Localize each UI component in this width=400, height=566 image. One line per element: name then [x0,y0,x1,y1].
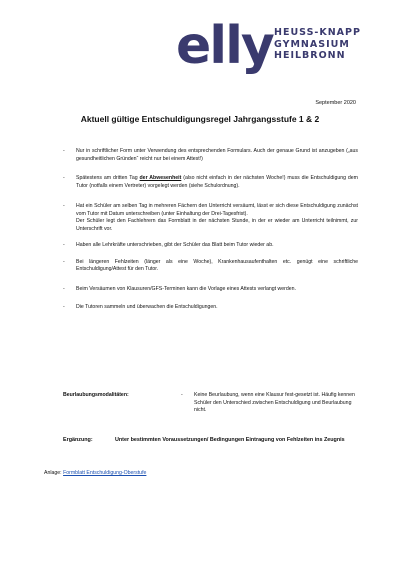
rule-item [63,148,358,163]
rule-item [63,259,358,274]
bullet-dash: - [63,203,65,209]
logo-line-2: GYMNASIUM [274,38,350,50]
rule-text: Hat ein Schüler am selben Tag in mehreren Fächern den Unterricht versäumt, lässt er sich diese Entschuldigung zunächst vom Tutor mit Datum unterschreiben (unter Einhaltung der Drei-Tagesfrist). [76,203,358,217]
rule-text-post: (also nicht einfach in der nächsten Woche!) muss die Entschuldigung dem Tutor (notfalls einem Vertreter) vorgelegt werden (siehe Schulordnung). [76,175,358,189]
rule-text-emphasis: der Abwesenheit [139,175,182,181]
logo-school-name [274,27,384,62]
bullet-dash: - [63,242,65,248]
bullet-dash: - [63,304,65,310]
logo-line-3: HEILBRONN [274,50,346,61]
rules-list [63,148,358,312]
attachment-line [44,470,146,476]
rule-text-continued: Der Schüler legt den Fachlehrern das Formblatt in der nächsten Stunde, in der er wieder am Unterricht teilnimmt, zur Unterschrift vor. [76,218,358,232]
rule-text: Haben alle Lehrkräfte unterschrieben, gibt der Schüler das Blatt beim Tutor wieder ab. [76,242,274,248]
bullet-dash: - [63,175,65,181]
rule-text: Bei längeren Fehlzeiten (länger als eine Woche), Krankenhausaufenthalten etc. genügt eine schriftliche Entschuldigung/Attest für den Tutor. [76,258,358,272]
rule-item [63,203,358,233]
bullet-dash: - [63,285,65,292]
rule-text: Beim Versäumen von Klausuren/GFS-Terminen kann die Vorlage eines Attests verlangt werden. [76,285,297,292]
rule-text-pre: Spätestens am dritten Tag [76,175,140,181]
attachment-prefix: Anlage: [44,470,62,476]
supplement-label: Ergänzung: [63,437,93,443]
logo-line-1: HEUSS-KNAPP [274,27,361,38]
bullet-dash: - [63,148,65,154]
leave-label: Beurlaubungsmodalitäten: [63,392,129,398]
logo-wordmark: elly [176,16,273,76]
rule-item [63,304,358,312]
bullet-dash: - [181,392,183,398]
school-logo [176,16,376,82]
rule-text: Nur in schriftlicher Form unter Verwendung des entsprechenden Formulars. Auch der genaue Grund ist anzugeben („aus gesundheitlichen Gründen“ reicht nur bei einem Attest!) [76,148,358,162]
bullet-dash: - [63,258,65,265]
rule-text: Die Tutoren sammeln und überwachen die Entschuldigungen. [76,304,218,310]
supplement-text: Unter bestimmten Voraussetzungen/ Bedingungen Eintragung von Fehlzeiten ins Zeugnis [115,437,345,443]
leave-text: Keine Beurlaubung, wenn eine Klausur fest-gesetzt ist. Häufig kennen Schüler den Unterschied zwischen Entschuldigung und Beurlaubung nicht. [194,392,355,413]
rule-item [63,286,358,294]
rule-item [63,242,358,250]
document-title: Aktuell gültige Entschuldigungsregel Jahrgangsstufe 1 & 2 [80,114,320,124]
document-date: September 2020 [315,100,356,106]
attachment-link[interactable]: Formblatt Entschuldigung-Oberstufe [63,470,147,476]
rule-item [63,175,358,190]
